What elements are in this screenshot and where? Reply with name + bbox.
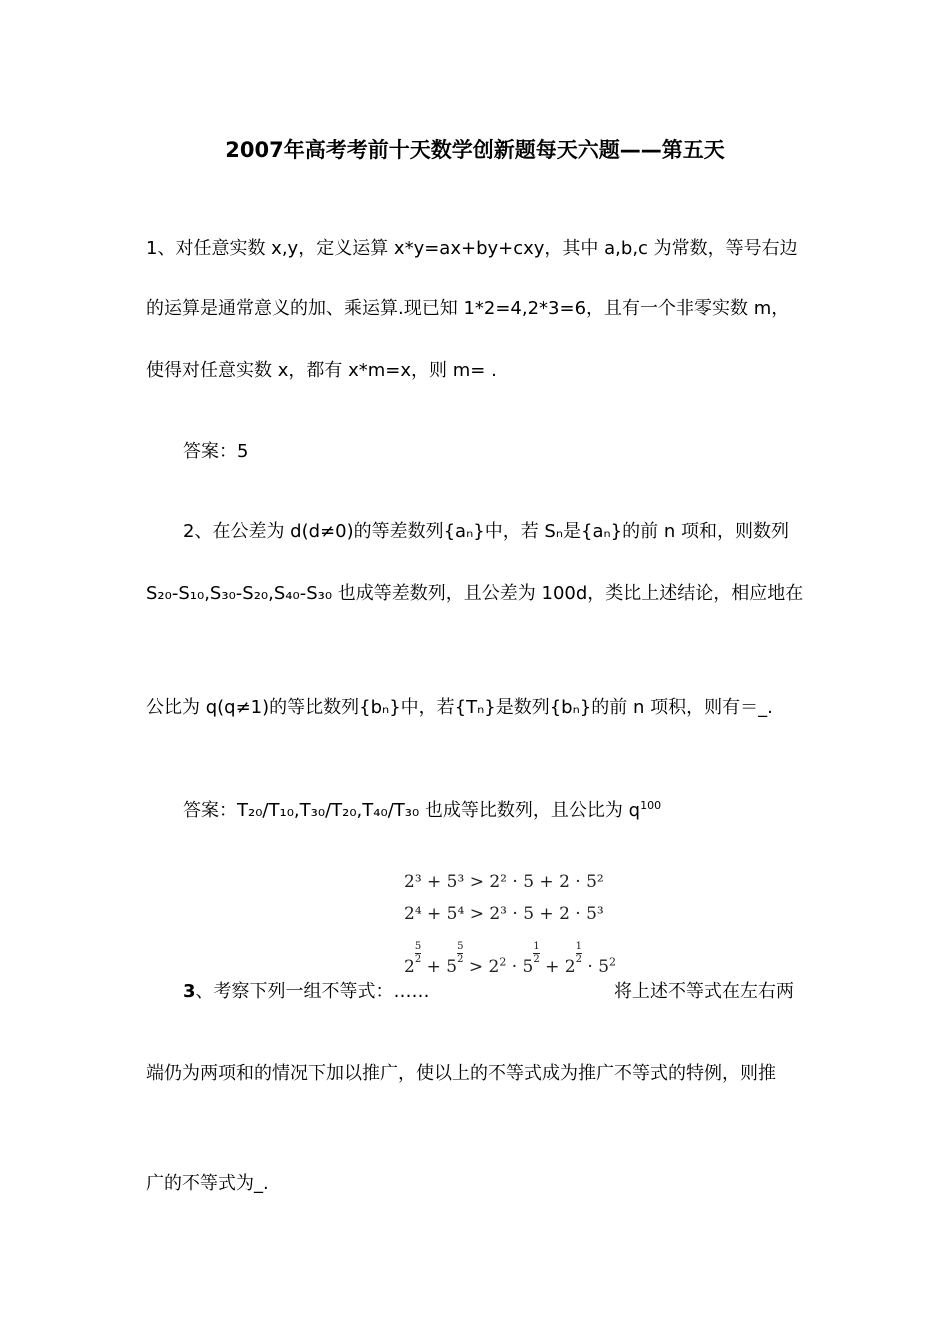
q2-line-1: 2、在公差为 d(d≠0)的等差数列{aₙ}中，若 Sₙ是{aₙ}的前 n 项和，则数列 — [183, 521, 789, 542]
inequality-block — [404, 868, 617, 978]
q1-answer: 答案：5 — [183, 441, 249, 462]
q1-line-3: 使得对任意实数 x，都有 x*m=x，则 m= . — [146, 360, 497, 381]
inequality-line-1: 2³ + 5³ > 2² · 5 + 2 · 5² — [404, 872, 604, 892]
q2-answer-exponent: 100 — [640, 799, 662, 812]
q3-line-1-right: 将上述不等式在左右两 — [614, 981, 794, 1002]
q1-line-2: 的运算是通常意义的加、乘运算.现已知 1*2=4,2*3=6，且有一个非零实数 m， — [146, 298, 790, 319]
q3-line-1-left: 、考察下列一组不等式：…… — [195, 981, 430, 1002]
q1-line-1: 1、对任意实数 x,y，定义运算 x*y=ax+by+cxy，其中 a,b,c 为常数，等号右边 — [146, 238, 798, 259]
inequality-line-2: 2⁴ + 5⁴ > 2³ · 5 + 2 · 5³ — [404, 904, 604, 924]
q2-answer — [183, 795, 661, 822]
q2-line-2: S₂₀-S₁₀,S₃₀-S₂₀,S₄₀-S₃₀ 也成等差数列，且公差为 100d，类比上述结论，相应地在 — [146, 583, 804, 604]
inequality-line-3: 2 $\frac{5}{2}$ + 5 $\frac{5}{2}$ > $2^2 \cdot 5$ $\frac{1}{2}$ + 2 $\frac{1}{2}$ · $5^2$ — [404, 941, 617, 977]
document-title: 2007年高考考前十天数学创新题每天六题——第五天 — [225, 138, 725, 162]
q3-line-2: 端仍为两项和的情况下加以推广，使以上的不等式成为推广不等式的特例，则推 — [146, 1063, 776, 1084]
q3-number: 3 — [183, 981, 196, 1002]
q3-line-1 — [183, 981, 430, 1003]
q3-line-3: 广的不等式为_. — [146, 1173, 269, 1194]
q2-line-3: 公比为 q(q≠1)的等比数列{bₙ}中，若{Tₙ}是数列{bₙ}的前 n 项积，则有＝_. — [146, 697, 773, 718]
q2-answer-text: 答案：T₂₀/T₁₀,T₃₀/T₂₀,T₄₀/T₃₀ 也成等比数列，且公比为 q — [183, 800, 641, 821]
